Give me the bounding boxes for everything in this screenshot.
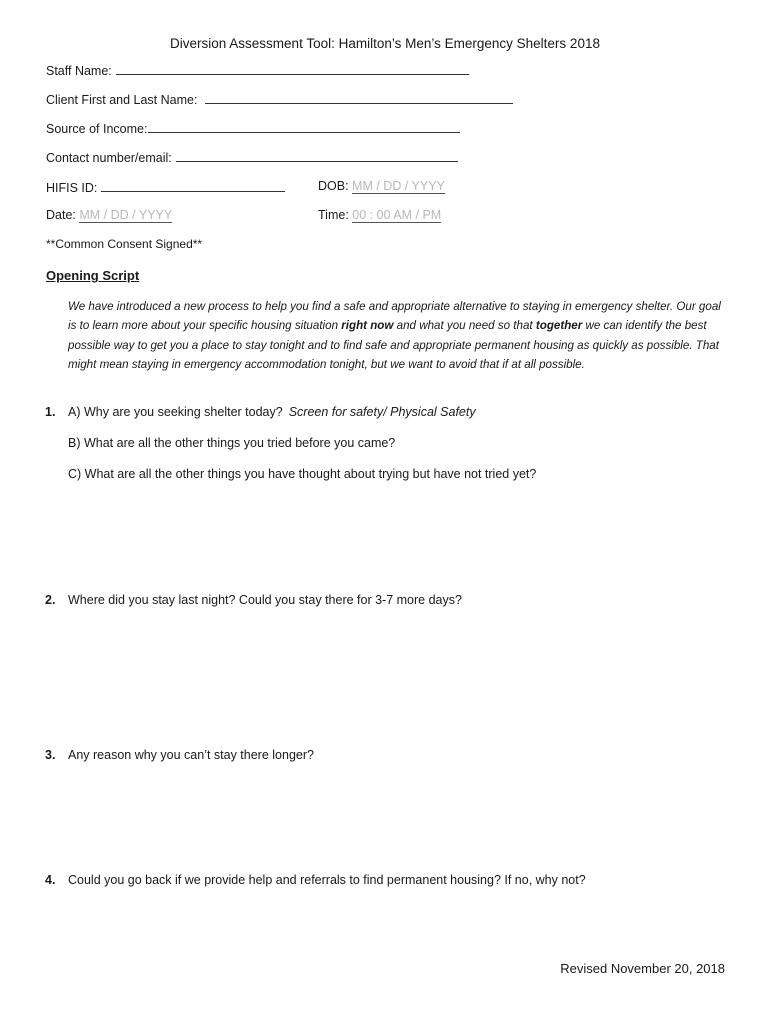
hifis-id-label: HIFIS ID: [46,181,98,195]
time-row [318,208,441,222]
date-field[interactable]: MM / DD / YYYY [79,208,173,222]
revision-date: Revised November 20, 2018 [560,961,725,976]
document-title: Diversion Assessment Tool: Hamilton’s Men’s Emergency Shelters 2018 [170,36,600,51]
question-1a [45,405,476,419]
script-bold-together: together [535,319,583,333]
opening-script-text [68,297,730,375]
question-4-number: 4. [45,873,56,887]
staff-name-field[interactable] [116,62,469,75]
staff-name-label: Staff Name: [46,64,112,78]
client-name-row [46,91,513,107]
question-1-number: 1. [45,405,56,419]
dob-label: DOB: [318,179,349,193]
time-label: Time: [318,208,349,222]
script-part-3: we can identify the best possible way to get you a place to stay tonight and to find safe and appropriate permanent housing as quickly as possible. That might mean staying in emergency accommodation tonight, but we want to avoid that if at all possible. [68,319,719,372]
date-label: Date: [46,208,76,222]
client-name-label: Client First and Last Name: [46,93,198,107]
contact-row [46,149,458,165]
contact-field[interactable] [176,149,458,162]
staff-name-row [46,62,469,78]
script-part-2: and what you need so that [393,319,536,333]
script-part-1: We have introduced a new process to help you find a safe and appropriate alternative to staying in emergency shelter. Our goal is to learn more about your specific housing situation [68,300,721,333]
dob-row [318,179,445,193]
question-2-text: Where did you stay last night? Could you stay there for 3-7 more days? [68,593,462,607]
question-4 [45,873,586,887]
question-1c: C) What are all the other things you have thought about trying but have not tried yet? [68,467,537,481]
consent-note: **Common Consent Signed** [46,237,203,251]
client-name-field[interactable] [205,91,513,104]
source-income-label: Source of Income: [46,122,148,136]
question-3-number: 3. [45,748,56,762]
question-2-number: 2. [45,593,56,607]
hifis-row [46,179,285,195]
question-1a-text: A) Why are you seeking shelter today? [68,405,283,419]
dob-field[interactable]: MM / DD / YYYY [352,179,445,193]
question-4-text: Could you go back if we provide help and referrals to find permanent housing? If no, why not? [68,873,586,887]
contact-label: Contact number/email: [46,151,172,165]
question-3 [45,748,314,762]
question-1a-note: Screen for safety/ Physical Safety [288,405,476,419]
question-1b: B) What are all the other things you tried before you came? [68,436,396,450]
question-3-text: Any reason why you can’t stay there longer? [68,748,314,762]
hifis-id-field[interactable] [101,179,285,192]
question-2 [45,593,462,607]
script-bold-right-now: right now [341,319,394,333]
time-field[interactable]: 00 : 00 AM / PM [352,208,442,222]
date-row [46,208,172,222]
opening-script-heading: Opening Script [46,268,140,283]
source-income-field[interactable] [148,120,460,133]
source-income-row [46,120,460,136]
